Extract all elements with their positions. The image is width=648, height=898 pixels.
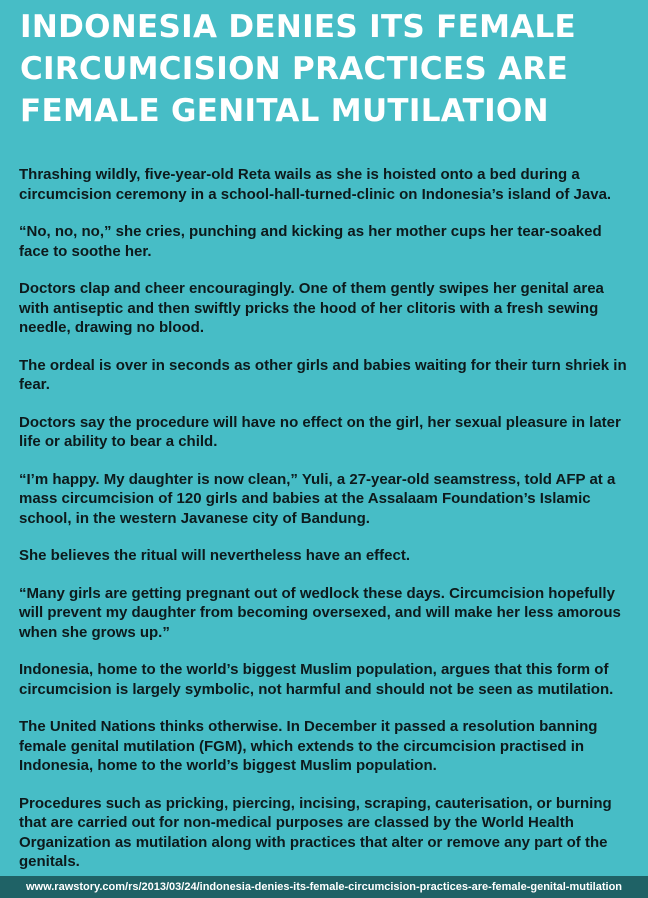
paragraph: The United Nations thinks otherwise. In December it passed a resolution banning female genital mutilation (FGM), which extends to the circumcision practised in Indonesia, home to the world’s biggest Muslim population. (19, 718, 598, 774)
source-footer (0, 876, 648, 898)
paragraph: Doctors clap and cheer encouragingly. One of them gently swipes her genital area with antiseptic and then swiftly pricks the hood of her clitoris with a fresh sewing needle, drawing no blood. (19, 280, 604, 336)
paragraph: Thrashing wildly, five-year-old Reta wails as she is hoisted onto a bed during a circumcision ceremony in a school-hall-turned-clinic on Indonesia’s island of Java. (19, 166, 612, 203)
article-body (19, 165, 627, 890)
paragraph: Procedures such as pricking, piercing, incising, scraping, cauterisation, or burning that are carried out for non-medical purposes are classed by the World Health Organization as mutilation along with practices that alter or remove any part of the genitals. (19, 794, 612, 870)
paragraph: “No, no, no,” she cries, punching and kicking as her mother cups her tear-soaked face to soothe her. (19, 223, 602, 260)
paragraph: “Many girls are getting pregnant out of wedlock these days. Circumcision hopefully will prevent my daughter from becoming oversexed, and will make her less amorous when she grows up.” (19, 584, 621, 641)
paragraph: Indonesia, home to the world’s biggest Muslim population, argues that this form of circumcision is largely symbolic, not harmful and should not be seen as mutilation. (19, 661, 614, 698)
poster-title: INDONESIA DENIES ITS FEMALE CIRCUMCISION PRACTICES ARE FEMALE GENITAL MUTILATION (20, 9, 577, 129)
paragraph: The ordeal is over in seconds as other girls and babies waiting for their turn shriek in fear. (19, 356, 627, 393)
paragraph: “I’m happy. My daughter is now clean,” Yuli, a 27-year-old seamstress, told AFP at a mass circumcision of 120 girls and babies at the Assalaam Foundation’s Islamic school, in the western Javanese city of Bandung. (19, 470, 616, 527)
paragraph: She believes the ritual will nevertheless have an effect. (19, 547, 410, 564)
paragraph: Doctors say the procedure will have no effect on the girl, her sexual pleasure in later life or ability to bear a child. (19, 413, 621, 450)
source-url: www.rawstory.com/rs/2013/03/24/indonesia-denies-its-female-circumcision-practices-are-female-genital-mutilation (25, 881, 623, 893)
